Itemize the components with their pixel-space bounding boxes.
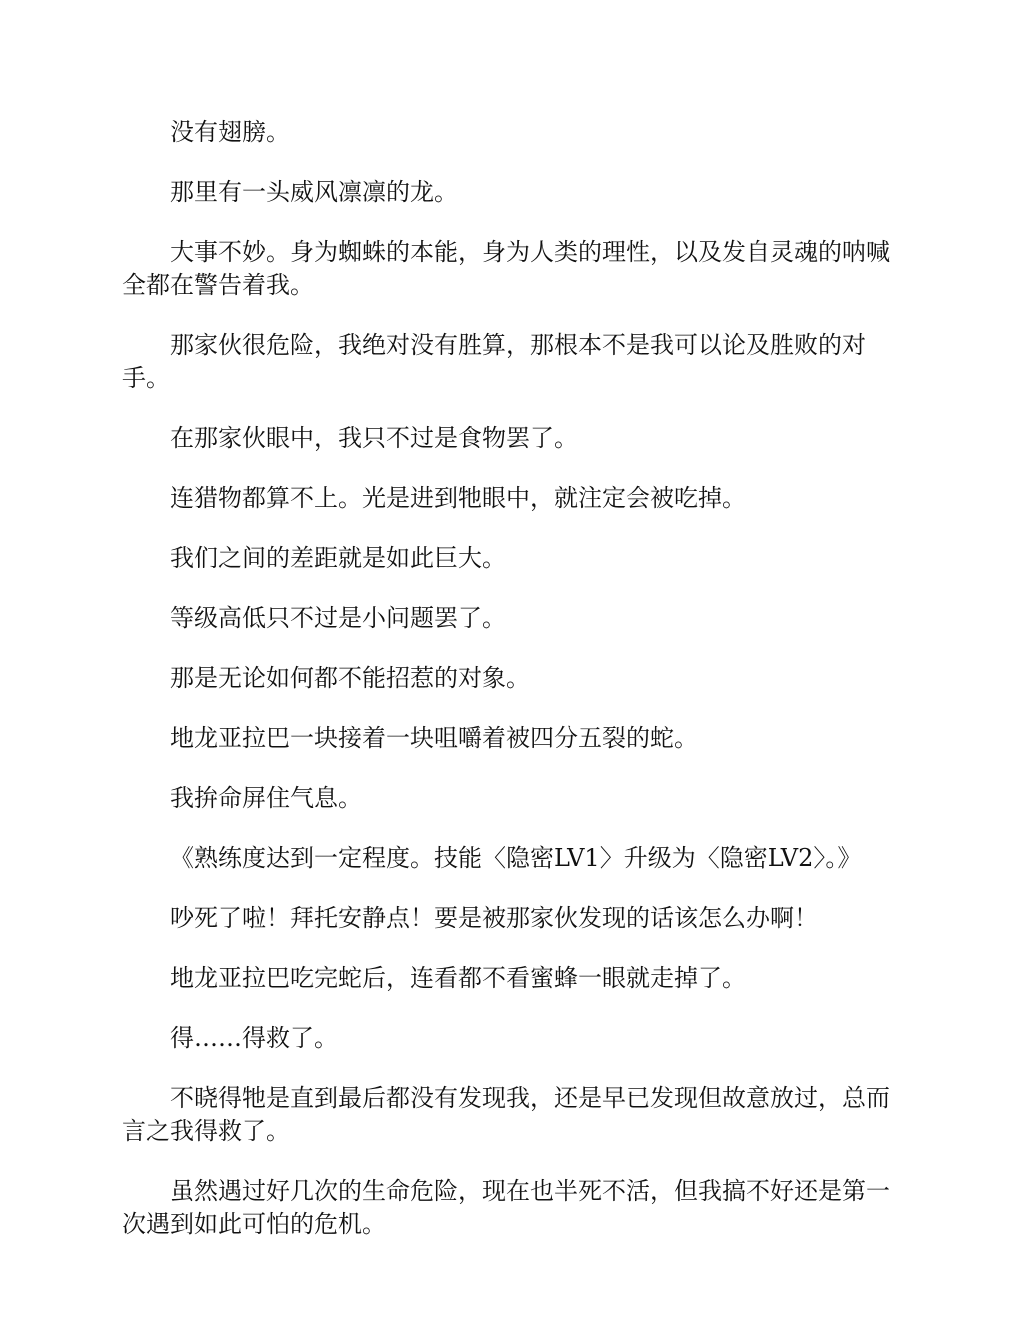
paragraph: 在那家伙眼中，我只不过是食物罢了。	[170, 424, 578, 452]
paragraph: 我们之间的差距就是如此巨大。	[170, 544, 506, 572]
paragraph: 我拚命屏住气息。	[170, 784, 362, 812]
paragraph: 吵死了啦！拜托安静点！要是被那家伙发现的话该怎么办啊！	[170, 904, 818, 932]
paragraph: 连猎物都算不上。光是进到牠眼中，就注定会被吃掉。	[170, 484, 746, 512]
paragraph: 虽然遇过好几次的生命危险，现在也半死不活，但我搞不好还是第一次遇到如此可怕的危机。	[122, 1177, 890, 1238]
text-body	[122, 116, 898, 1268]
paragraph: 大事不妙。身为蜘蛛的本能，身为人类的理性，以及发自灵魂的呐喊全都在警告着我。	[122, 238, 890, 299]
paragraph: 等级高低只不过是小问题罢了。	[170, 604, 506, 632]
system-message-paragraph: 《熟练度达到一定程度。技能〈隐密LV1〉升级为〈隐密LV2〉。》	[170, 844, 862, 872]
paragraph: 得……得救了。	[170, 1024, 338, 1052]
paragraph: 没有翅膀。	[170, 118, 290, 146]
paragraph: 不晓得牠是直到最后都没有发现我，还是早已发现但故意放过，总而言之我得救了。	[122, 1084, 890, 1145]
paragraph: 那家伙很危险，我绝对没有胜算，那根本不是我可以论及胜败的对手。	[122, 331, 866, 392]
paragraph: 地龙亚拉巴一块接着一块咀嚼着被四分五裂的蛇。	[170, 724, 698, 752]
paragraph: 地龙亚拉巴吃完蛇后，连看都不看蜜蜂一眼就走掉了。	[170, 964, 746, 992]
paragraph: 那是无论如何都不能招惹的对象。	[170, 664, 530, 692]
paragraph: 那里有一头威风凛凛的龙。	[170, 178, 458, 206]
